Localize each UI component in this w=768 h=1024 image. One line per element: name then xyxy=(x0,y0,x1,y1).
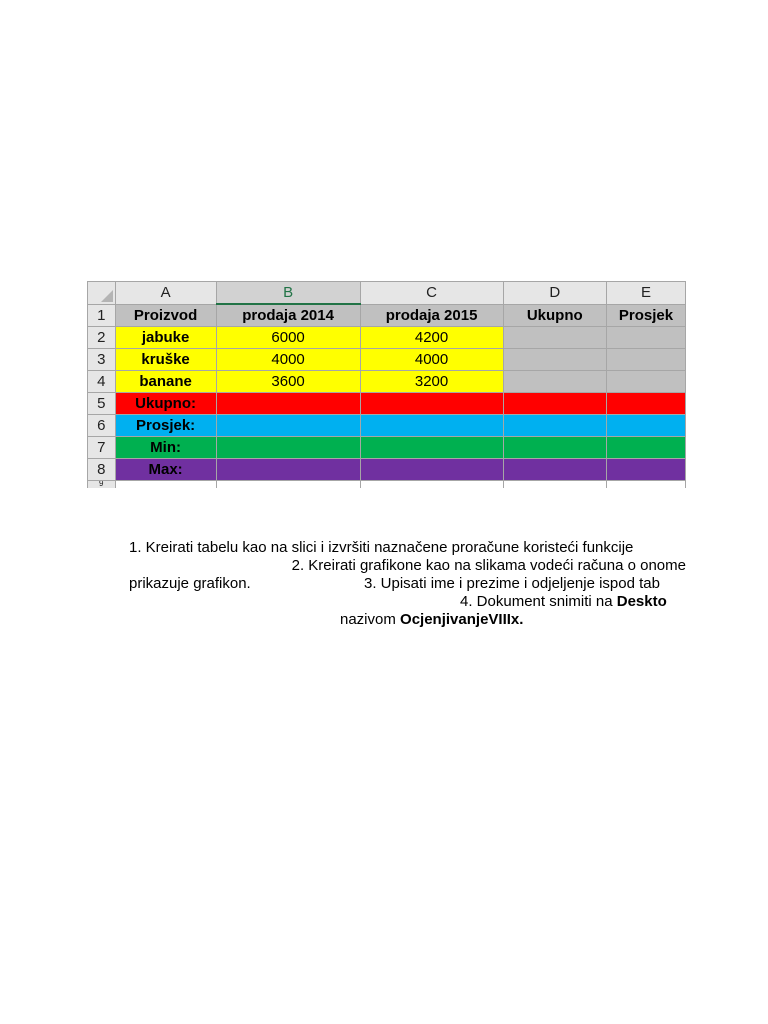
summary-cell[interactable] xyxy=(606,437,685,459)
product-name-cell[interactable]: kruške xyxy=(115,349,216,371)
instruction-5 xyxy=(340,611,523,629)
empty-cell[interactable] xyxy=(360,481,503,489)
summary-cell[interactable] xyxy=(216,415,360,437)
instruction-2-continuation: prikazuje grafikon. xyxy=(129,575,251,592)
summary-label-prosjek[interactable]: Prosjek: xyxy=(115,415,216,437)
table-row xyxy=(88,415,686,437)
row-header[interactable]: 8 xyxy=(88,459,116,481)
instruction-4-text: 4. Dokument snimiti na xyxy=(460,593,617,610)
sales-2014-cell[interactable]: 6000 xyxy=(216,327,360,349)
column-header-a[interactable]: A xyxy=(115,282,216,305)
row-header[interactable]: 3 xyxy=(88,349,116,371)
sales-2015-cell[interactable]: 4000 xyxy=(360,349,503,371)
row-header[interactable]: 1 xyxy=(88,304,116,327)
summary-cell[interactable] xyxy=(503,393,606,415)
ukupno-cell[interactable] xyxy=(503,327,606,349)
column-header-c[interactable]: C xyxy=(360,282,503,305)
filename-bold: OcjenjivanjeVIIIx. xyxy=(400,611,524,628)
instruction-line-4 xyxy=(129,593,686,611)
empty-cell[interactable] xyxy=(503,481,606,489)
sales-2014-cell[interactable]: 4000 xyxy=(216,349,360,371)
summary-cell[interactable] xyxy=(216,437,360,459)
header-cell-prodaja-2014[interactable]: prodaja 2014 xyxy=(216,304,360,327)
instruction-2: 2. Kreirati grafikone kao na slikama vodeći računa o onome xyxy=(291,557,686,574)
table-row xyxy=(88,304,686,327)
summary-label-max[interactable]: Max: xyxy=(115,459,216,481)
column-header-d[interactable]: D xyxy=(503,282,606,305)
instruction-line-2 xyxy=(129,557,686,575)
instruction-4-bold: Deskto xyxy=(616,593,667,610)
instruction-5-text: nazivom xyxy=(340,611,401,628)
empty-cell[interactable] xyxy=(115,481,216,489)
prosjek-cell[interactable] xyxy=(606,371,685,393)
summary-cell[interactable] xyxy=(360,393,503,415)
summary-cell[interactable] xyxy=(606,415,685,437)
header-cell-proizvod[interactable]: Proizvod xyxy=(115,304,216,327)
row-header[interactable]: 7 xyxy=(88,437,116,459)
table-row xyxy=(88,371,686,393)
summary-cell[interactable] xyxy=(360,459,503,481)
sales-2015-cell[interactable]: 3200 xyxy=(360,371,503,393)
instruction-1: 1. Kreirati tabelu kao na slici i izvršiti naznačene proračune koristeći funkcije xyxy=(129,539,634,556)
table-row xyxy=(88,437,686,459)
task-instructions xyxy=(129,539,686,629)
table-row xyxy=(88,459,686,481)
sales-2015-cell[interactable]: 4200 xyxy=(360,327,503,349)
select-all-corner[interactable] xyxy=(88,282,116,305)
row-header[interactable]: 6 xyxy=(88,415,116,437)
summary-cell[interactable] xyxy=(503,459,606,481)
column-header-b[interactable]: B xyxy=(216,282,360,305)
column-header-row xyxy=(88,282,686,305)
header-cell-prosjek[interactable]: Prosjek xyxy=(606,304,685,327)
table-row xyxy=(88,349,686,371)
summary-cell[interactable] xyxy=(360,415,503,437)
row-header[interactable]: 4 xyxy=(88,371,116,393)
table-row xyxy=(88,393,686,415)
summary-label-min[interactable]: Min: xyxy=(115,437,216,459)
product-name-cell[interactable]: banane xyxy=(115,371,216,393)
empty-cell[interactable] xyxy=(216,481,360,489)
summary-cell[interactable] xyxy=(606,393,685,415)
spreadsheet-grid xyxy=(87,281,686,488)
ukupno-cell[interactable] xyxy=(503,371,606,393)
column-header-e[interactable]: E xyxy=(606,282,685,305)
empty-cell[interactable] xyxy=(606,481,685,489)
summary-label-ukupno[interactable]: Ukupno: xyxy=(115,393,216,415)
spreadsheet-screenshot xyxy=(87,281,686,488)
prosjek-cell[interactable] xyxy=(606,327,685,349)
instruction-3: 3. Upisati ime i prezime i odjeljenje ispod tab xyxy=(364,575,660,592)
summary-cell[interactable] xyxy=(216,459,360,481)
row-header[interactable]: 9 xyxy=(88,481,116,489)
prosjek-cell[interactable] xyxy=(606,349,685,371)
header-cell-prodaja-2015[interactable]: prodaja 2015 xyxy=(360,304,503,327)
select-all-triangle-icon xyxy=(101,290,113,302)
instruction-line-1 xyxy=(129,539,686,557)
summary-cell[interactable] xyxy=(216,393,360,415)
header-cell-ukupno[interactable]: Ukupno xyxy=(503,304,606,327)
product-name-cell[interactable]: jabuke xyxy=(115,327,216,349)
instruction-line-5 xyxy=(129,611,686,629)
ukupno-cell[interactable] xyxy=(503,349,606,371)
summary-cell[interactable] xyxy=(360,437,503,459)
row-header[interactable]: 2 xyxy=(88,327,116,349)
summary-cell[interactable] xyxy=(606,459,685,481)
summary-cell[interactable] xyxy=(503,415,606,437)
summary-cell[interactable] xyxy=(503,437,606,459)
instruction-line-3 xyxy=(129,575,686,593)
instruction-4 xyxy=(460,593,667,611)
table-row xyxy=(88,481,686,489)
sales-2014-cell[interactable]: 3600 xyxy=(216,371,360,393)
row-header[interactable]: 5 xyxy=(88,393,116,415)
table-row xyxy=(88,327,686,349)
